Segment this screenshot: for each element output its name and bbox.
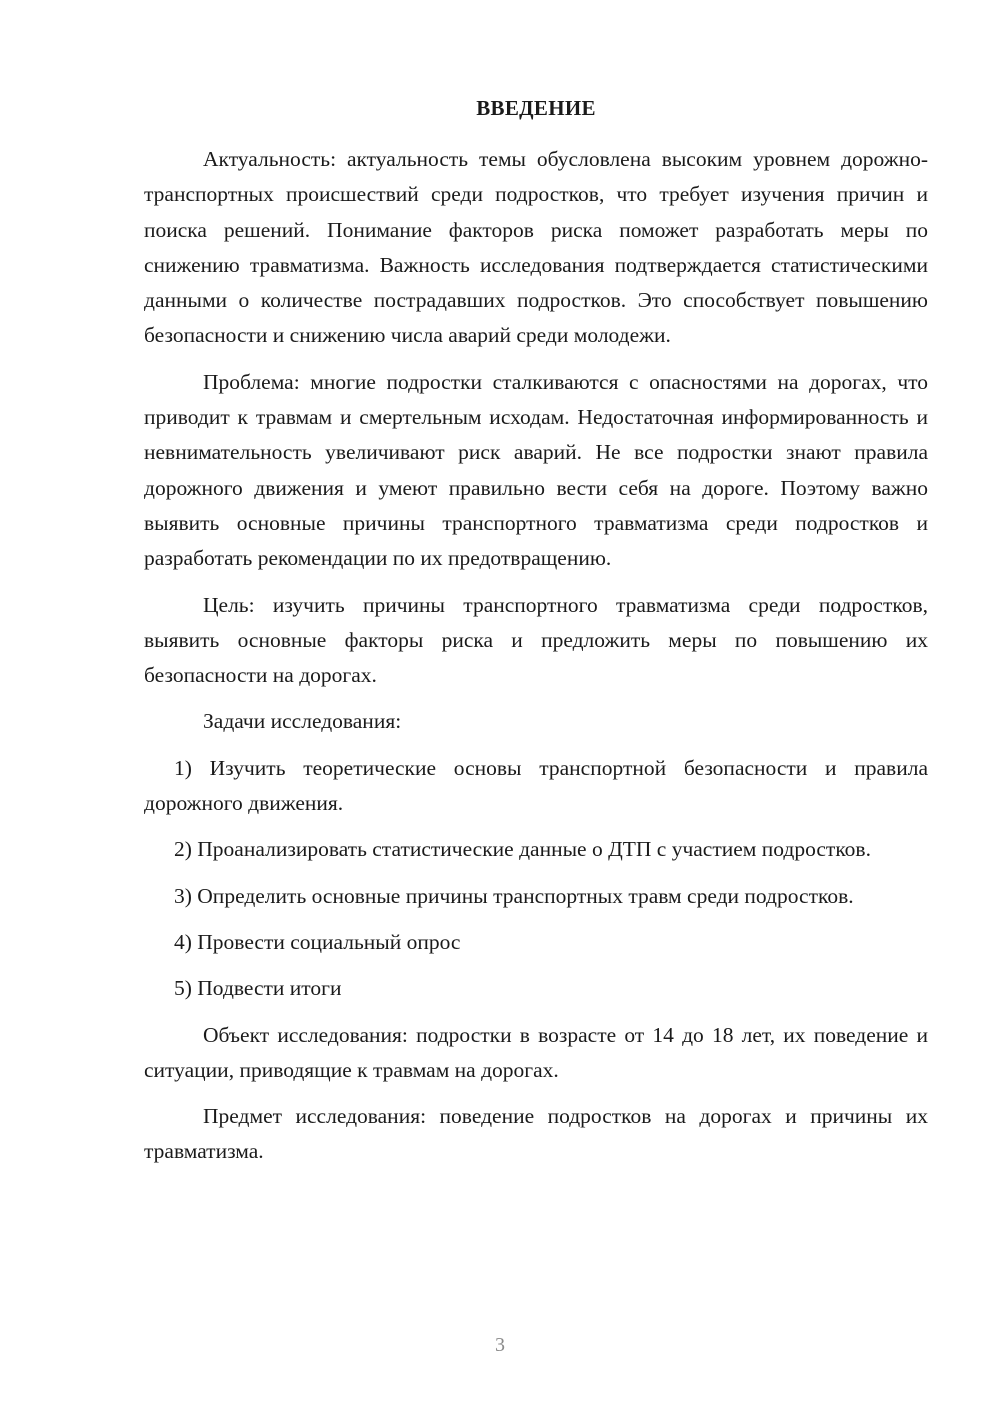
task-item-1: 1) Изучить теоретические основы транспортной безопасности и правила дорожного движения. bbox=[144, 755, 928, 816]
paragraph-subject: Предмет исследования: поведение подростков на дорогах и причины их травматизма. bbox=[144, 1104, 928, 1164]
task-item-5: 5) Подвести итоги bbox=[174, 976, 342, 1001]
page-number: 3 bbox=[495, 1334, 505, 1356]
task-item-4: 4) Провести социальный опрос bbox=[174, 929, 461, 954]
paragraph-relevance: Актуальность: актуальность темы обусловлена высоким уровнем дорожно-транспортных происшествий среди подростков, что требует изучения причин и поиска решений. Понимание факторов риска поможет разработать меры по снижению травматизма. Важность исследования подтверждается статистическими данными о количестве пострадавших подростков. Это способствует повышению безопасности и снижению числа аварий среди молодежи. bbox=[144, 147, 928, 348]
paragraph-goal: Цель: изучить причины транспортного травматизма среди подростков, выявить основные факторы риска и предложить меры по повышению их безопасности на дорогах. bbox=[144, 592, 928, 688]
tasks-heading: Задачи исследования: bbox=[203, 709, 402, 734]
document-page bbox=[144, 92, 928, 1181]
paragraph-object: Объект исследования: подростки в возрасте от 14 до 18 лет, их поведение и ситуации, приводящие к травмам на дорогах. bbox=[144, 1022, 928, 1082]
task-item-3: 3) Определить основные причины транспортных травм среди подростков. bbox=[174, 883, 854, 908]
task-item-2: 2) Проанализировать статистические данные о ДТП с участием подростков. bbox=[174, 837, 871, 862]
paragraph-problem: Проблема: многие подростки сталкиваются с опасностями на дорогах, что приводит к травмам и смертельным исходам. Недостаточная информированность и невнимательность увеличивают риск аварий. Не все подростки знают правила дорожного движения и умеют правильно вести себя на дороге. Поэтому важно выявить основные причины транспортного травматизма среди подростков и разработать рекомендации по их предотвращению. bbox=[144, 369, 928, 571]
page-title: ВВЕДЕНИЕ bbox=[476, 96, 596, 120]
